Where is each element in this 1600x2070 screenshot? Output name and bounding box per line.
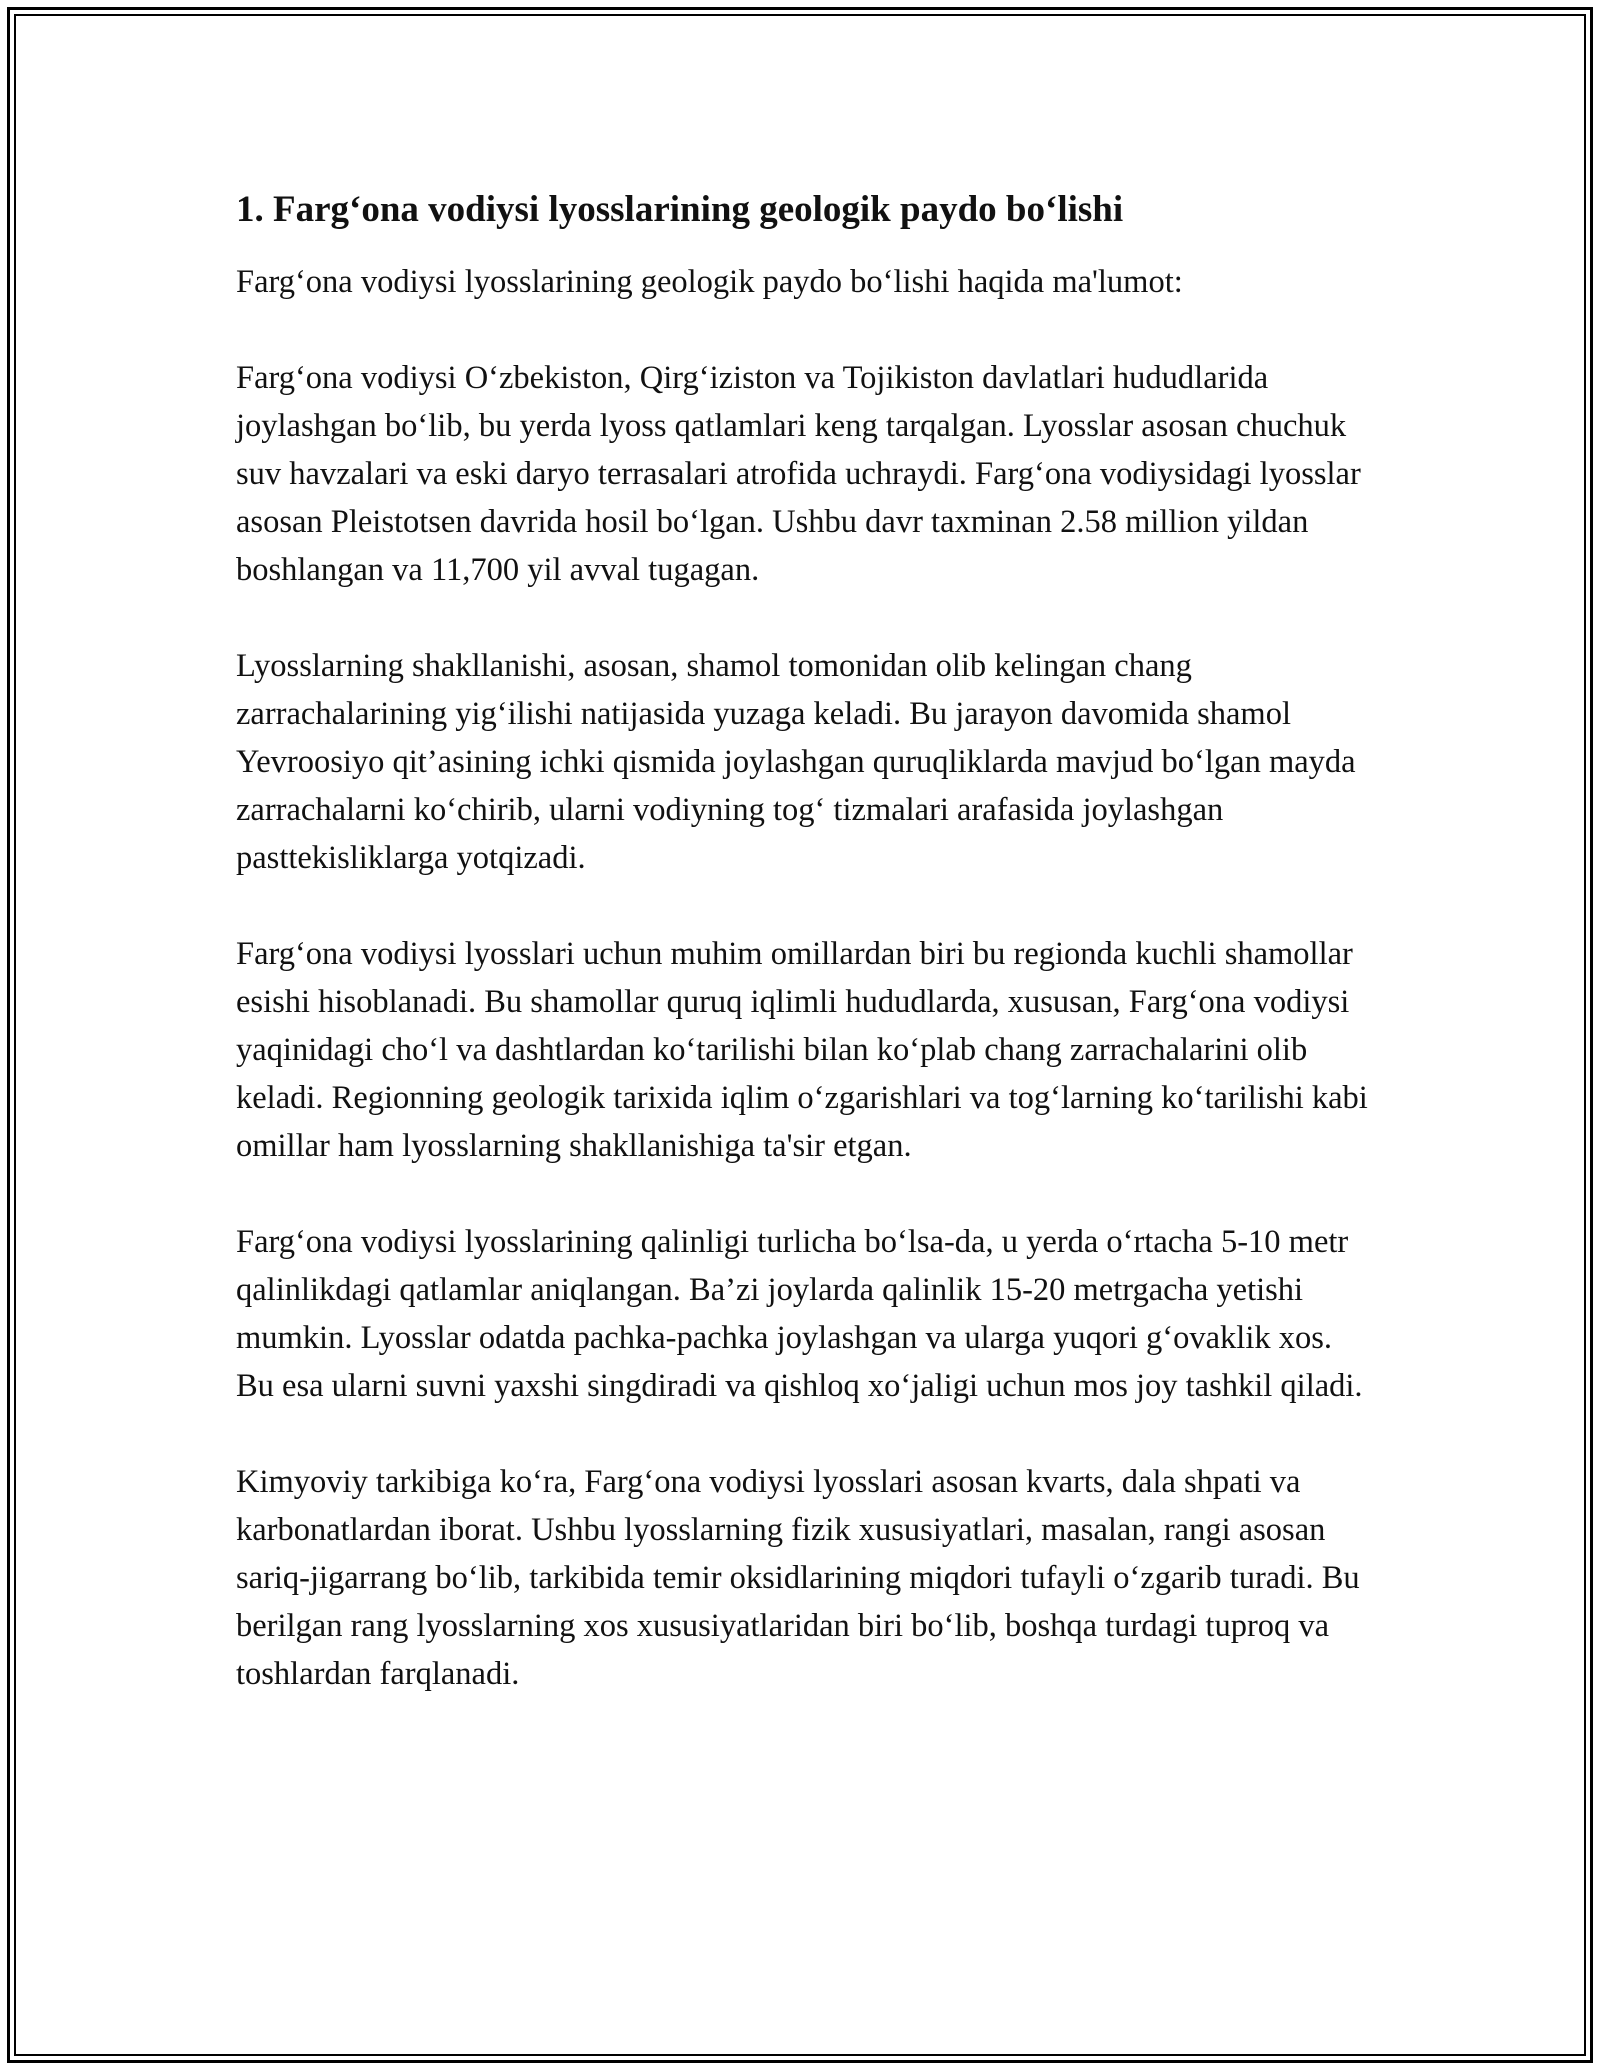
intro-paragraph: Farg‘ona vodiysi lyosslarining geologik paydo bo‘lishi haqida ma'lumot: [236,264,1183,300]
thickness-paragraph: Farg‘ona vodiysi lyosslarining qalinligi turlicha bo‘lsa-da, u yerda o‘rtacha 5-10 metr qalinlikdagi qatlamlar aniqlangan. Ba’zi joylarda qalinlik 15-20 metrgacha yetishi mumkin. Lyosslar odatda pachka-pachka joylashgan va ularga yuqori g‘ovaklik xos. Bu esa ularni suvni yaxshi singdiradi va qishloq xo‘jaligi uchun mos joy tashkil qiladi. [236,1224,1363,1404]
location-paragraph: Farg‘ona vodiysi O‘zbekiston, Qirg‘iziston va Tojikiston davlatlari hududlarida joylashgan bo‘lib, bu yerda lyoss qatlamlari keng tarqalgan. Lyosslar asosan chuchuk suv havzalari va eski daryo terrasalari atrofida uchraydi. Farg‘ona vodiysidagi lyosslar asosan Pleistotsen davrida hosil bo‘lgan. Ushbu davr taxminan 2.58 million yildan boshlangan va 11,700 yil avval tugagan. [236,360,1361,588]
section-heading: 1. Farg‘ona vodiysi lyosslarining geologik paydo bo‘lishi [236,189,1124,230]
formation-paragraph: Lyosslarning shakllanishi, asosan, shamol tomonidan olib kelingan chang zarrachalarining yig‘ilishi natijasida yuzaga keladi. Bu jarayon davomida shamol Yevroosiyo qit’asining ichki qismida joylashgan quruqliklarda mavjud bo‘lgan mayda zarrachalarni ko‘chirib, ularni vodiyning tog‘ tizmalari arafasida joylashgan pasttekisliklarga yotqizadi. [236,648,1356,876]
wind-factor-paragraph: Farg‘ona vodiysi lyosslari uchun muhim omillardan biri bu regionda kuchli shamollar esishi hisoblanadi. Bu shamollar quruq iqlimli hududlarda, xususan, Farg‘ona vodiysi yaqinidagi cho‘l va dashtlardan ko‘tarilishi bilan ko‘plab chang zarrachalarini olib keladi. Regionning geologik tarixida iqlim o‘zgarishlari va tog‘larning ko‘tarilishi kabi omillar ham lyosslarning shakllanishiga ta'sir etgan. [236,936,1368,1164]
composition-paragraph: Kimyoviy tarkibiga ko‘ra, Farg‘ona vodiysi lyosslari asosan kvarts, dala shpati va karbonatlardan iborat. Ushbu lyosslarning fizik xususiyatlari, masalan, rangi asosan sariq-jigarrang bo‘lib, tarkibida temir oksidlarining miqdori tufayli o‘zgarib turadi. Bu berilgan rang lyosslarning xos xususiyatlaridan biri bo‘lib, boshqa turdagi tuproq va toshlardan farqlanadi. [236,1464,1360,1692]
document-body [236,186,1376,1746]
